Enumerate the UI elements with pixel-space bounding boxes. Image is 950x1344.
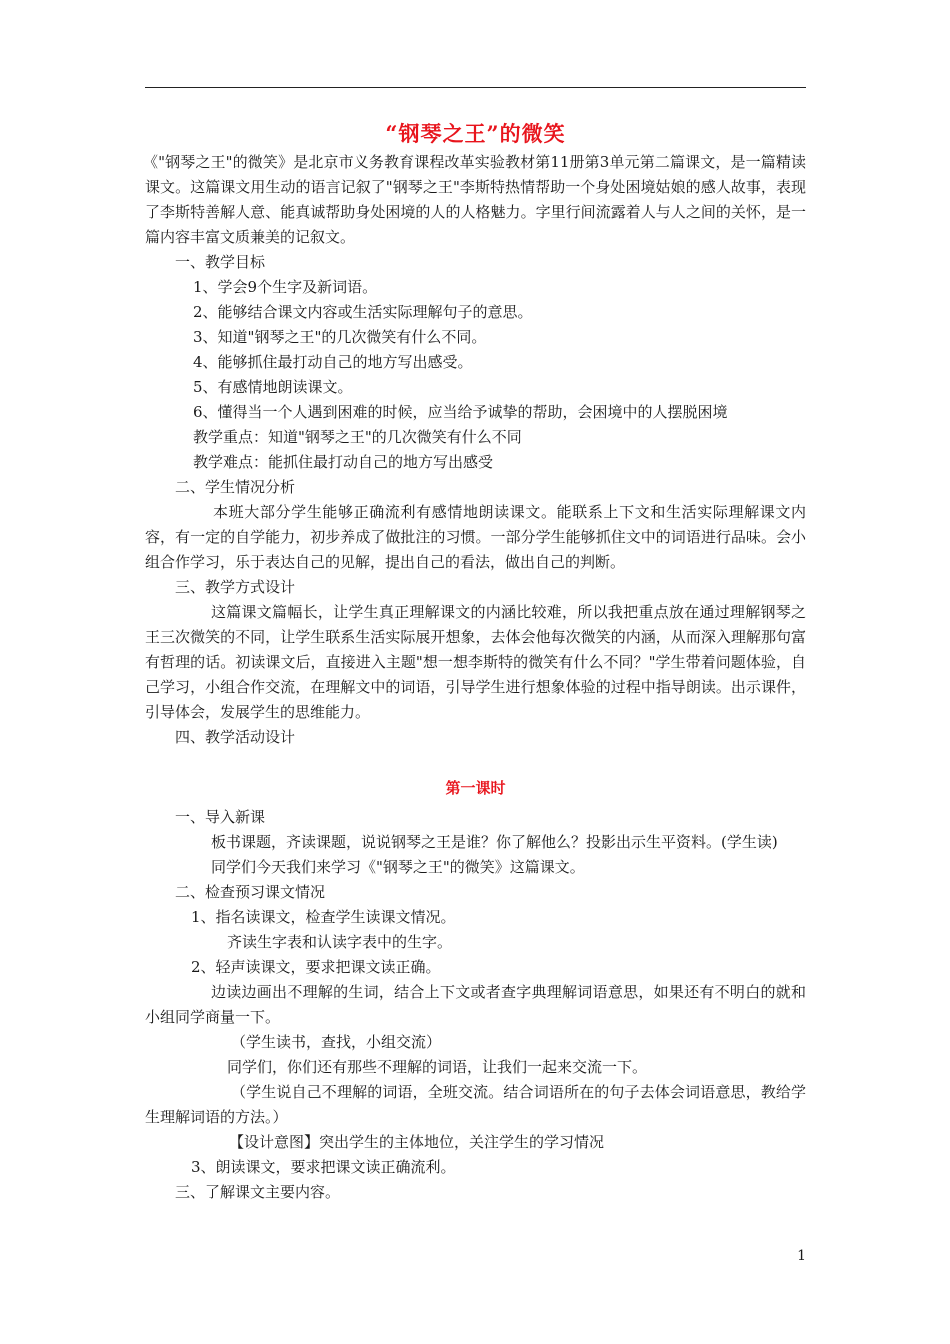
step-item: 1、指名读课文，检查学生读课文情况。	[191, 908, 456, 926]
page-number: 1	[797, 1248, 806, 1264]
intro-lesson-text: 同学们今天我们来学习《"钢琴之王"的微笑》这篇课文。	[211, 858, 585, 876]
key-point: 教学重点：知道"钢琴之王"的几次微笑有什么不同	[193, 428, 522, 446]
document-title: “钢琴之王”的微笑	[385, 121, 566, 146]
document-body	[145, 118, 806, 1205]
goal-item: 5、有感情地朗读课文。	[193, 378, 353, 396]
step-note: （学生说自己不理解的词语，全班交流。结合词语所在的句子去体会词语意思，教给学生理解词语的方法。）	[145, 1083, 806, 1126]
header-rule	[145, 87, 806, 88]
goal-item: 2、能够结合课文内容或生活实际理解句子的意思。	[193, 303, 533, 321]
goal-item: 1、学会9个生字及新词语。	[193, 278, 378, 296]
step-paragraph: 同学们，你们还有那些不理解的词语，让我们一起来交流一下。	[227, 1058, 648, 1076]
step-item: 2、轻声读课文，要求把课文读正确。	[191, 958, 441, 976]
goals-heading: 一、教学目标	[175, 253, 266, 271]
goal-item: 4、能够抓住最打动自己的地方写出感受。	[193, 353, 473, 371]
intro-lesson-heading: 一、导入新课	[175, 808, 266, 826]
students-paragraph: 本班大部分学生能够正确流利有感情地朗读课文。能联系上下文和生活实际理解课文内容，有一定的自学能力，初步养成了做批注的习惯。一部分学生能够抓住文中的词语进行品味。会小组合作学习，乐于表达自己的见解，提出自己的看法，做出自己的判断。	[145, 503, 806, 571]
design-intent: 【设计意图】突出学生的主体地位，关注学生的学习情况	[229, 1133, 605, 1151]
intro-lesson-text: 板书课题，齐读课题，说说钢琴之王是谁？你了解他么？投影出示生平资料。(学生读)	[211, 833, 778, 851]
step-paragraph: 边读边画出不理解的生词，结合上下文或者查字典理解词语意思，如果还有不明白的就和小组同学商量一下。	[145, 983, 806, 1026]
step-subtext: 齐读生字表和认读字表中的生字。	[227, 933, 453, 951]
check-heading: 二、检查预习课文情况	[175, 883, 326, 901]
method-heading: 三、教学方式设计	[175, 578, 296, 596]
activity-heading: 四、教学活动设计	[175, 728, 296, 746]
step-note: （学生读书，查找，小组交流）	[231, 1033, 442, 1051]
intro-paragraph: 《"钢琴之王"的微笑》是北京市义务教育课程改革实验教材第11册第3单元第二篇课文，是一篇精读课文。这篇课文用生动的语言记叙了"钢琴之王"李斯特热情帮助一个身处困境姑娘的感人故事，表现了李斯特善解人意、能真诚帮助身处困境的人的人格魅力。字里行间流露着人与人之间的关怀，是一篇内容丰富文质兼美的记叙文。	[143, 153, 806, 246]
goal-item: 6、懂得当一个人遇到困难的时候，应当给予诚挚的帮助，会困境中的人摆脱困境	[193, 403, 728, 421]
method-paragraph: 这篇课文篇幅长，让学生真正理解课文的内涵比较难，所以我把重点放在通过理解钢琴之王三次微笑的不同，让学生联系生活实际展开想象，去体会他每次微笑的内涵，从而深入理解那句富有哲理的话。初读课文后，直接进入主题"想一想李斯特的微笑有什么不同？"学生带着问题体验，自己学习，小组合作交流，在理解文中的词语，引导学生进行想象体验的过程中指导朗读。出示课件，引导体会，发展学生的思维能力。	[145, 603, 806, 721]
content-heading: 三、了解课文主要内容。	[175, 1183, 341, 1201]
difficult-point: 教学难点：能抓住最打动自己的地方写出感受	[193, 453, 494, 471]
students-heading: 二、学生情况分析	[175, 478, 296, 496]
step-item: 3、朗读课文，要求把课文读正确流利。	[191, 1158, 456, 1176]
goal-item: 3、知道"钢琴之王"的几次微笑有什么不同。	[193, 328, 487, 346]
lesson-heading: 第一课时	[445, 779, 506, 797]
